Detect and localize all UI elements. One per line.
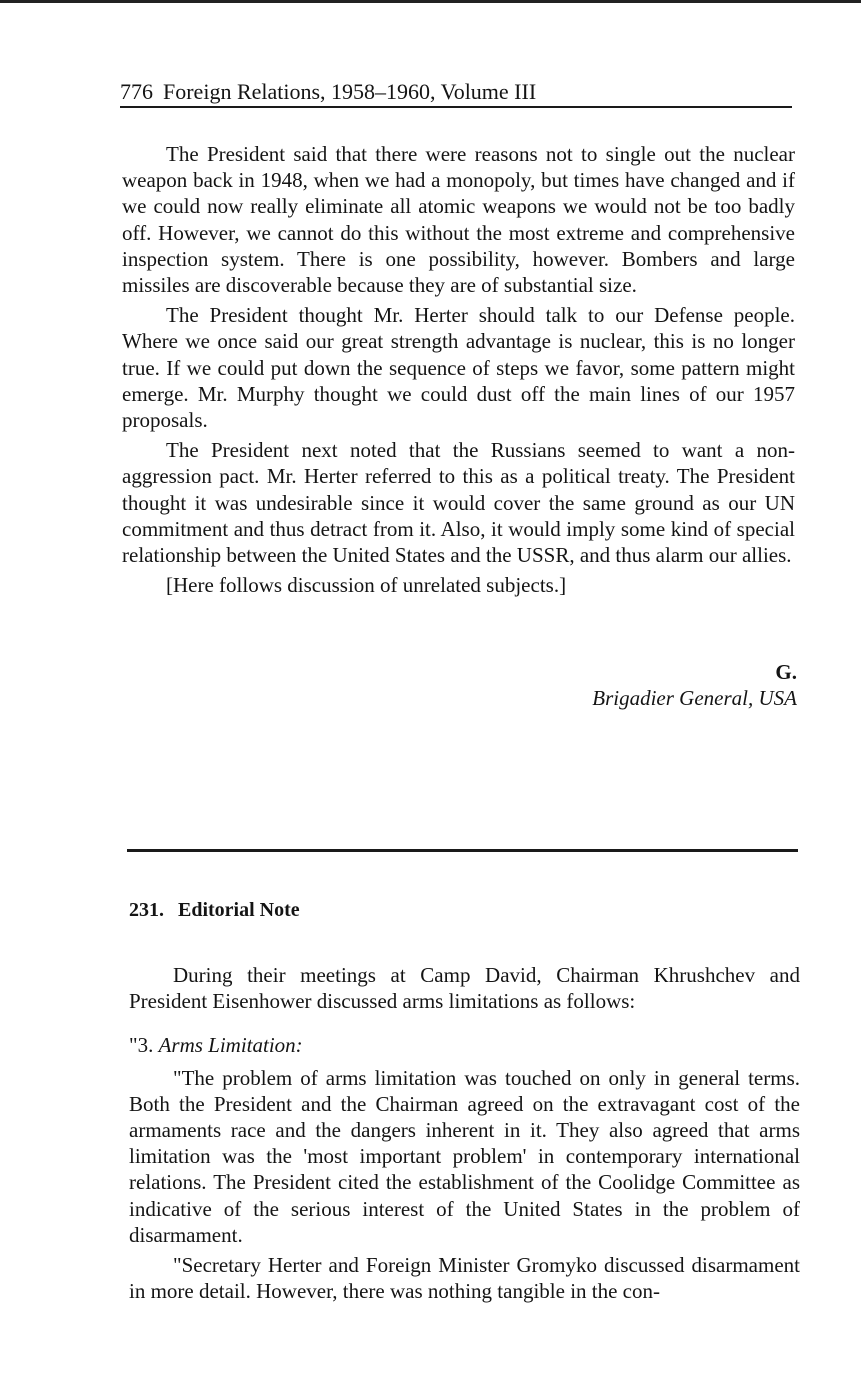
paragraph: The President next noted that the Russians seemed to want a non-aggression pact. Mr. Herter referred to this as a political treaty. The President thought it was undesirable since it would cover the same ground as our UN commitment and thus detract from it. Also, it would imply some kind of special relationship between the United States and the USSR, and thus alarm our allies. [122, 438, 795, 568]
intro-paragraph: During their meetings at Camp David, Chairman Khrushchev and President Eisenhower discussed arms limitations as follows: [129, 963, 800, 1014]
paragraph: The President said that there were reasons not to single out the nuclear weapon back in 1948, when we had a monopoly, but times have changed and if we could now really eliminate all atomic weapons we would not be too badly off. However, we cannot do this without the most extreme and comprehensive inspection system. There is one possibility, however. Bombers and large missiles are discoverable because they are of substantial size. [122, 142, 795, 298]
signature-title: Brigadier General, USA [592, 686, 797, 710]
lower-text-block [129, 962, 800, 1308]
page-top-edge [0, 0, 861, 3]
running-head [120, 78, 792, 106]
quoted-paragraph: "Secretary Herter and Foreign Minister Gromyko discussed disarmament in more detail. However, there was nothing tangible in the con- [129, 1253, 800, 1304]
upper-text-block [122, 141, 795, 602]
subheading-label: Arms Limitation: [158, 1033, 303, 1058]
section-title: Editorial Note [178, 899, 300, 921]
signature-initial: G. [775, 660, 797, 684]
section-divider [127, 849, 798, 852]
subheading-number: "3. [129, 1033, 159, 1058]
running-head-rule [120, 106, 792, 108]
running-head-title: Foreign Relations, 1958–1960, Volume III [163, 79, 537, 104]
section-heading [129, 899, 300, 922]
section-number: 231. [129, 899, 164, 921]
editorial-bracket-note: [Here follows discussion of unrelated subjects.] [166, 573, 567, 598]
quoted-paragraph: "The problem of arms limitation was touched on only in general terms. Both the President and the Chairman agreed on the extravagant cost of the armaments race and the dangers inherent in it. They also agreed that arms limitation was the 'most important problem' in contemporary international relations. The President cited the establishment of the Coolidge Committee as indicative of the serious interest of the United States in the problem of disarmament. [129, 1065, 800, 1247]
paragraph: The President thought Mr. Herter should talk to our Defense people. Where we once said our great strength advantage is nuclear, this is no longer true. If we could put down the sequence of steps we favor, some pattern might emerge. Mr. Murphy thought we could dust off the main lines of our 1957 proposals. [122, 303, 795, 433]
quote-subheading [129, 1032, 800, 1058]
page-number: 776 [120, 79, 153, 104]
